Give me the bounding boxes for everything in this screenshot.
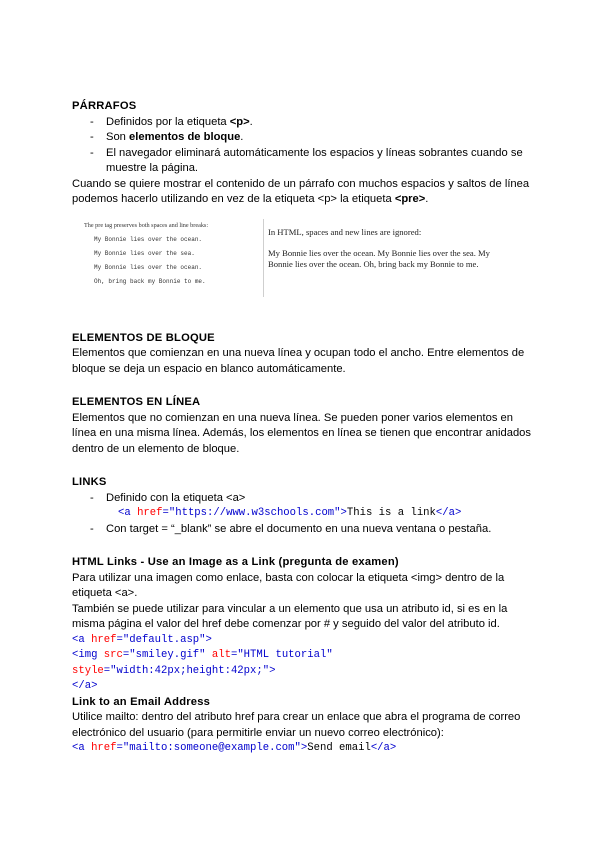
html-example-caption: In HTML, spaces and new lines are ignored: [268,226,422,237]
section-title-linea: ELEMENTOS EN LÍNEA [72,396,201,408]
pre-example-line: My Bonnie lies over the ocean. [94,235,203,243]
pre-example-caption: The pre tag preserves both spaces and line breaks: [84,221,209,229]
section-title-links: LINKS [72,476,107,488]
code-line: style="width:42px;height:42px;"> [72,664,276,677]
code-line: </a> [72,680,98,692]
section-title-bloque: ELEMENTOS DE BLOQUE [72,331,215,344]
email-paragraph: Utilice mailto: dentro del atributo href para crear un enlace que abra el programa de correo electrónico del usuario (para permitirle enviar un nuevo correo electrónico): [72,711,521,739]
html-example-panel [268,227,498,270]
parrafos-bullet-list [72,115,532,177]
links-bullet-list-2 [72,522,532,538]
code-line-link-example: <a href="https://www.w3schools.com">This is a link</a> [118,507,462,519]
document-page [72,99,532,757]
list-item: - El navegador eliminará automáticamente los espacios y líneas sobrantes cuando se muestre la página. [72,146,532,177]
parrafos-paragraph: Cuando se quiere mostrar el contenido de un párrafo con muchos espacios y saltos de línea podemos hacerlo utilizando en vez de la etiqueta <p> la etiqueta <pre>. [72,177,530,205]
section-title-image-link: HTML Links - Use an Image as a Link (pregunta de examen) [72,556,399,568]
pre-vs-html-figure [72,219,532,307]
image-link-paragraph-2: También se puede utilizar para vincular a un elemento que usa un atributo id, si es en la misma página el valor del href debe comenzar por # y seguido del valor del atributo id. [72,602,508,630]
linea-paragraph: Elementos que no comienzan en una nueva línea. Se pueden poner varios elementos en línea en una misma línea. Además, los elementos en línea se tienen que encontrar anidados dentro de un elemento de bloque. [72,411,531,455]
code-line: <a href="default.asp"> [72,633,212,646]
pre-example-panel [84,219,264,289]
list-item: - Con target = “_blank” se abre el documento en una nueva ventana o pestaña. [72,522,532,538]
pre-example-line: My Bonnie lies over the ocean. [94,263,203,271]
section-title-email-link: Link to an Email Address [72,695,211,708]
pre-example-line: My Bonnie lies over the sea. [94,249,195,257]
code-line-email: <a href="mailto:someone@example.com">Send email</a> [72,742,397,754]
image-link-paragraph-1: Para utilizar una imagen como enlace, basta con colocar la etiqueta <img> dentro de la etiqueta <a>. [72,571,505,599]
section-title-parrafos: PÁRRAFOS [72,100,137,112]
list-item: - Son elementos de bloque. [72,130,532,146]
bloque-paragraph: Elementos que comienzan en una nueva línea y ocupan todo el ancho. Entre elementos de bloque se deja un espacio en blanco automáticamente. [72,347,525,375]
list-item: - Definidos por la etiqueta <p>. [72,115,532,131]
links-bullet-list [72,491,532,507]
html-example-text: My Bonnie lies over the ocean. My Bonnie lies over the sea. My Bonnie lies over the ocean. Oh, bring back my Bonnie to me. [268,247,490,269]
list-item: - Definido con la etiqueta <a> [72,491,532,507]
figure-divider [263,219,264,297]
pre-example-line: Oh, bring back my Bonnie to me. [94,277,206,285]
code-line: <img src="smiley.gif" alt="HTML tutorial" [72,649,333,661]
